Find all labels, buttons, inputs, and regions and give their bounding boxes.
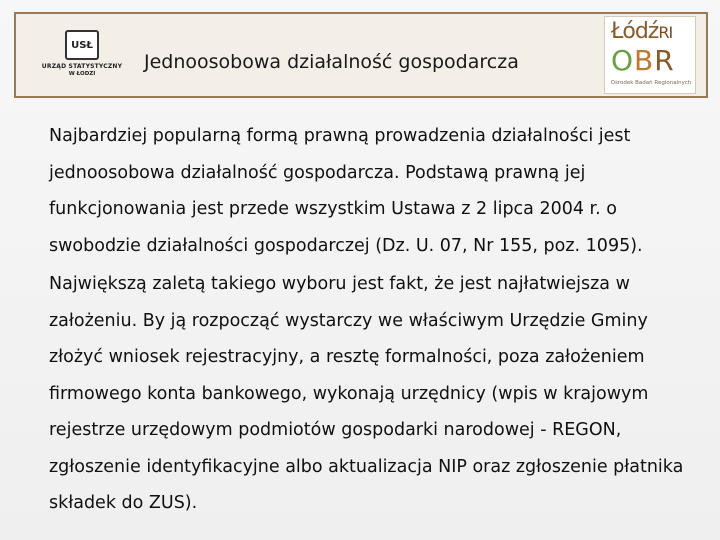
regional-research-logo — [604, 16, 696, 94]
logo-letter-o: O — [611, 44, 635, 77]
header-band — [14, 12, 708, 98]
logo-letter-b: B — [634, 44, 655, 77]
paragraph-1: Najbardziej popularną formą prawną prowadzenia działalności jest jednoosobowa działalność gospodarcza. Podstawą prawną jej funkcjonowania jest przede wszystkim Ustawa z 2 lipca 2004 r. o swobodzie działalności gospodarczej (Dz. U. 07, Nr 155, poz. 1095). — [49, 126, 643, 256]
statistical-office-logo — [32, 30, 132, 86]
logo-caption: Ośrodek Badań Regionalnych — [610, 80, 692, 86]
logo-emblem: USŁ — [65, 30, 99, 60]
logo-line-1: URZĄD STATYSTYCZNY — [41, 63, 123, 70]
body-text — [49, 118, 689, 522]
logo-top-big: Łódź — [611, 19, 659, 44]
logo-line-2: W ŁODZI — [68, 71, 96, 77]
logo-top-small: RI — [658, 23, 673, 42]
logo-bottom-text — [611, 45, 675, 77]
slide-title: Jednoosobowa działalność gospodarcza — [144, 51, 519, 73]
logo-top-text — [611, 19, 672, 46]
paragraph-2: Największą zaletą takiego wyboru jest fakt, że jest najłatwiejsza w założeniu. By ją rozpocząć wystarczy we właściwym Urzędzie Gminy złożyć wniosek rejestracyjny, a resztę formalności, poza założeniem firmowego konta bankowego, wykonają urzędnicy (wpis w krajowym rejestrze urzędowym podmiotów gospodarki narodowej - REGON, zgłoszenie identyfikacyjne albo aktualizacja NIP oraz zgłoszenie płatnika składek do ZUS). — [49, 274, 684, 513]
logo-letter-r: R — [654, 44, 675, 77]
